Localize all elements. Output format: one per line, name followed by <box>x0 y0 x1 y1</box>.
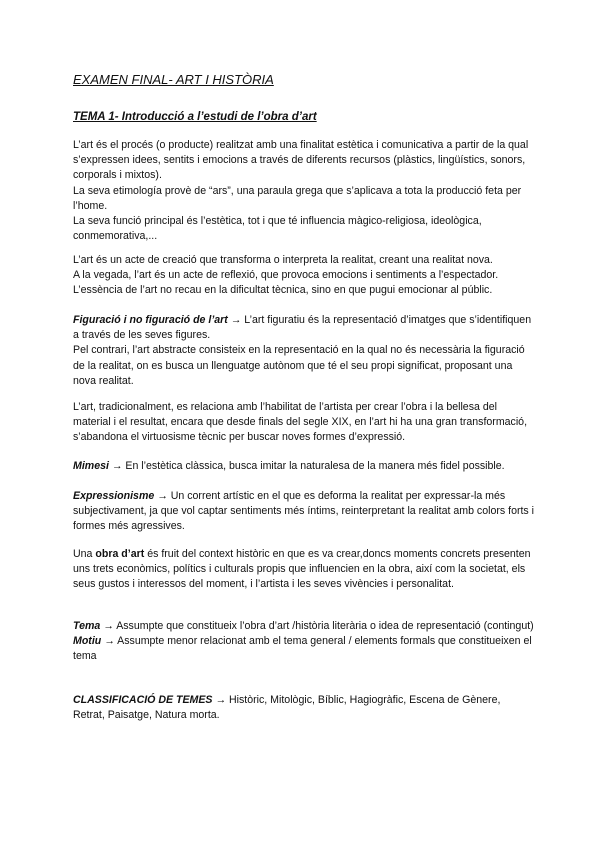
motiu-term: Motiu <box>73 635 102 648</box>
creation-section <box>73 253 535 299</box>
arrow-icon: → <box>227 314 245 326</box>
motiu-definition: Assumpte menor relacionat amb el tema general / elements formals que constitueixen el tema <box>73 635 532 663</box>
creation-line-3: L’essència de l’art no recau en la dificultat tècnica, sino en que pugui emocionar al públic. <box>73 284 493 297</box>
intro-paragraph-2: La seva etimología provè de “ars”, una paraula grega que s’aplicava a tota la producció feta per l’home. <box>73 184 522 212</box>
tradicional-paragraph: L’art, tradicionalment, es relaciona amb l’habilitat de l’artista per crear l’obra i la bellesa del material i el resultat, encara que desde finals del segle XIX, en l’art hi ha una gran transformació, s’abandona el virtuosisme tècnic per buscar noves formes d’expressió. <box>73 401 528 444</box>
intro-section <box>73 138 535 244</box>
figuracio-section <box>73 313 535 389</box>
mimesi-definition: En l’estètica clàssica, busca imitar la naturalesa de la manera més fidel possible. <box>125 460 505 472</box>
arrow-icon: → <box>212 694 229 706</box>
intro-paragraph-1: L’art és el procés (o producte) realitzat amb una finalitat estètica i comunicativa a partir de la qual s’expressen idees, sentits i emocions a través de diferents recursos (plàstics, lingüístics, sonors, corporals i mixtos). <box>73 139 529 182</box>
intro-paragraph-3: La seva funció principal és l’estètica, tot i que té influencia màgico-religiosa, ideològica, conmemorativa,... <box>73 215 482 243</box>
tema-term: Tema <box>73 620 101 632</box>
arrow-icon: → <box>154 490 171 502</box>
expressionisme-term: Expressionisme <box>73 490 155 502</box>
classificacio-paragraph <box>73 693 535 723</box>
expressionisme-section <box>73 489 535 535</box>
tema-paragraph <box>73 619 535 634</box>
creation-line-1: L’art és un acte de creació que transforma o interpreta la realitat, creant una realitat nova. <box>73 254 493 266</box>
arrow-icon: → <box>108 460 126 472</box>
obra-section <box>73 547 535 593</box>
tema-motiu-section <box>73 619 535 665</box>
classificacio-list: Històric, Mitològic, Bíblic, Hagiogràfic, Escena de Gènere, Retrat, Paisatge, Natura morta. <box>73 694 501 722</box>
document-title: EXAMEN FINAL- ART I HISTÒRIA <box>73 72 274 87</box>
figuracio-paragraph <box>73 313 535 343</box>
section-title: TEMA 1- Introducció a l’estudi de l’obra d’art <box>73 111 317 123</box>
obra-paragraph <box>73 547 535 593</box>
expressionisme-paragraph <box>73 489 535 535</box>
mimesi-term: Mimesi <box>73 460 109 472</box>
classificacio-term: CLASSIFICACIÓ DE TEMES <box>73 694 213 706</box>
mimesi-paragraph <box>73 459 535 474</box>
creation-line-2: A la vegada, l’art és un acte de reflexió, que provoca emocions i sentiments a l’espectador. <box>73 269 499 282</box>
figuracio-term: Figuració i no figuració de l’art <box>73 314 228 326</box>
obra-definition: és fruit del context històric en que es va crear,doncs moments concrets presenten uns trets econòmics, polítics i culturals propis que influencien en la obra, així com la societat, els seus gustos i interessos del moment, i l’artista i les seves vivències i personalitat. <box>73 548 531 591</box>
figuracio-definition: L’art figuratiu és la representació d’imatges que s’identifiquen a través de les seves figures. <box>73 314 532 342</box>
expressionisme-definition: Un corrent artístic en el que es deforma la realitat per expressar-la més subjectivament, ja que vol captar sentiments més íntims, reinterpretant la realitat amb colors forts i formes més agressives. <box>73 490 535 533</box>
classificacio-section <box>73 693 535 723</box>
abstracte-paragraph: Pel contrari, l’art abstracte consisteix en la representació en la qual no és necessària la figuració de la realitat, on es busca un llenguatge autònom que té el seu propi significat, proposant una nova realitat. <box>73 344 525 387</box>
tema-definition: Assumpte que constitueix l’obra d’art /història literària o idea de representació (contingut) <box>116 620 534 632</box>
motiu-paragraph <box>73 634 535 664</box>
obra-term: obra d’art <box>95 548 145 560</box>
obra-prefix: Una <box>73 548 96 560</box>
tradicional-section <box>73 400 535 446</box>
mimesi-section <box>73 459 535 474</box>
arrow-icon: → <box>100 620 117 632</box>
arrow-icon: → <box>101 635 118 648</box>
